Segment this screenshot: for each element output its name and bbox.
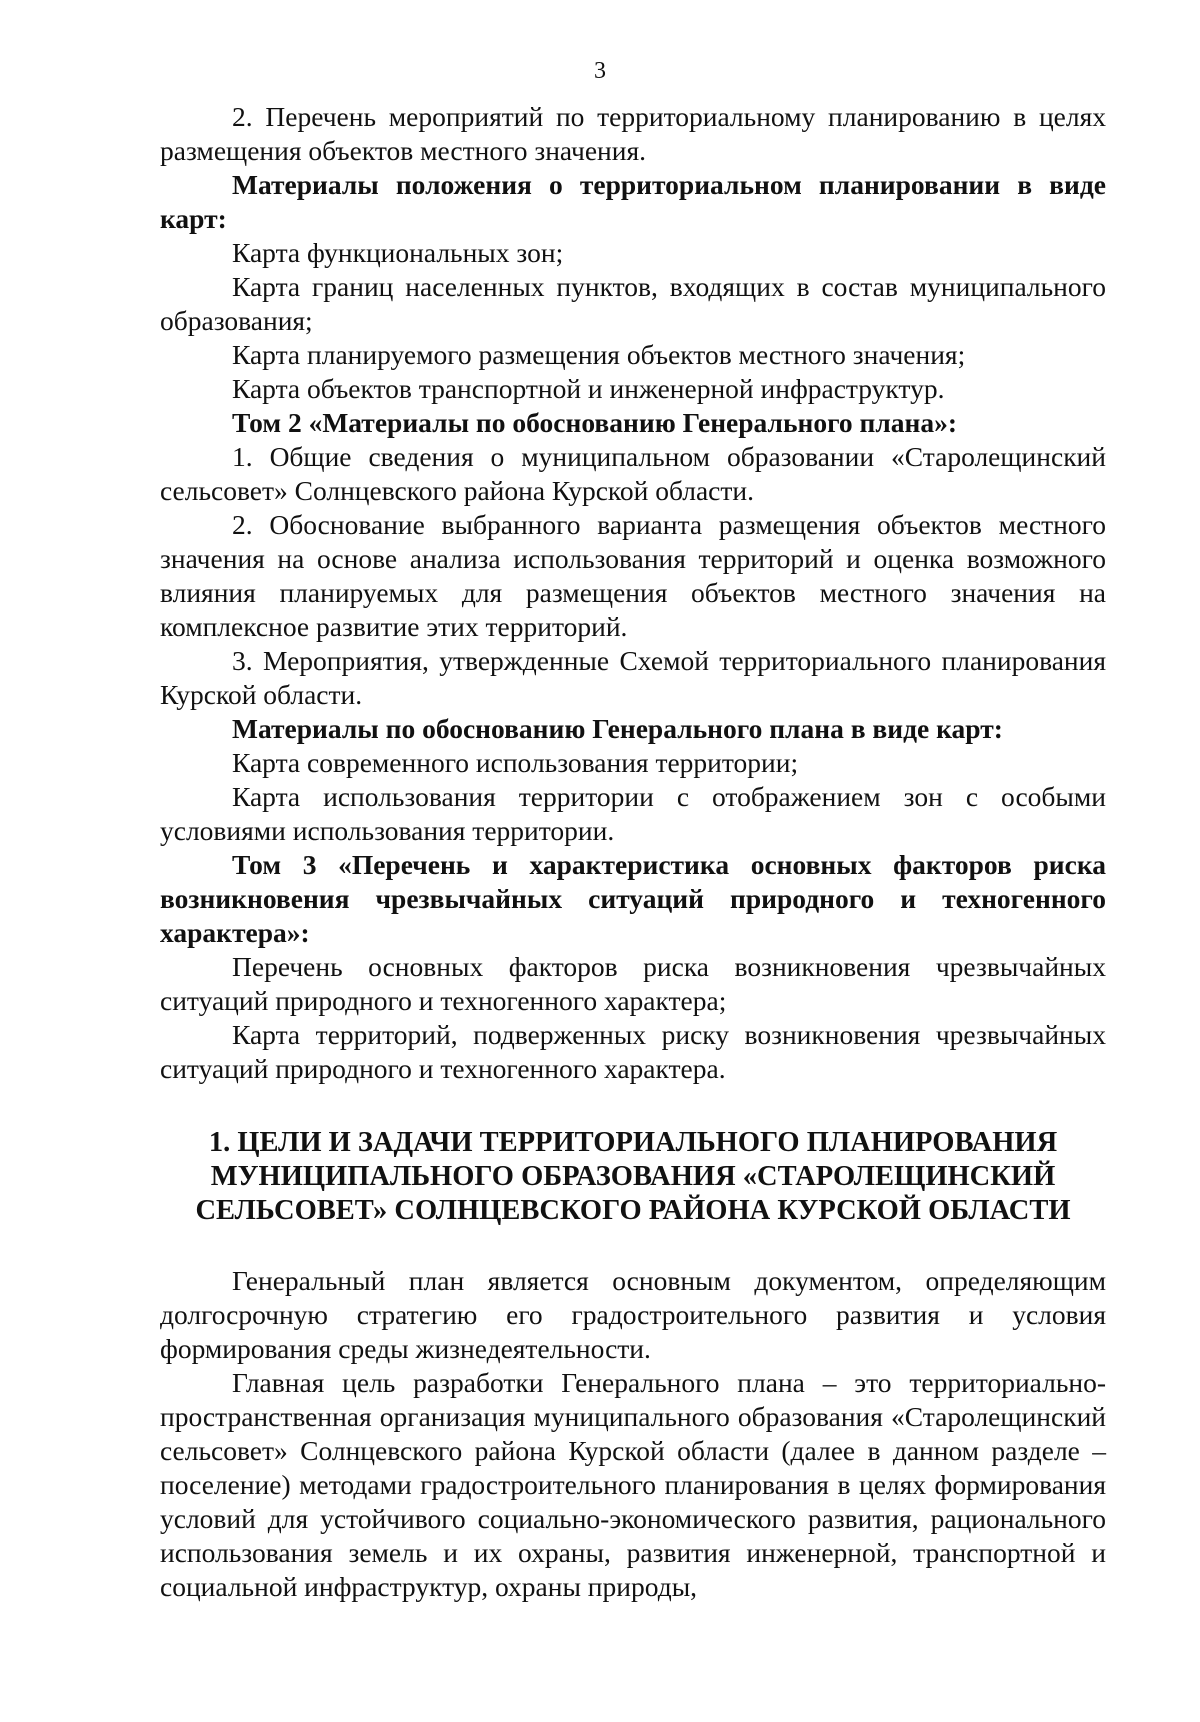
- volume-title: Том 3 «Перечень и характеристика основных факторов риска возникновения чрезвычайных ситуаций природного и техногенного характера»:: [160, 849, 1106, 948]
- list-item: Карта планируемого размещения объектов местного значения;: [232, 339, 966, 370]
- list-item: Карта границ населенных пунктов, входящих в состав муниципального образования;: [160, 271, 1106, 336]
- list-item: Карта объектов транспортной и инженерной инфраструктур.: [232, 373, 945, 404]
- list-item: 1. Общие сведения о муниципальном образовании «Старолещинский сельсовет» Солнцевского района Курской области.: [160, 441, 1106, 506]
- list-item: 2. Обоснование выбранного варианта размещения объектов местного значения на основе анализа использования территорий и оценка возможного влияния планируемых для размещения объектов местного значения на комплексное развитие этих территорий.: [160, 509, 1106, 642]
- volume-title: Том 2 «Материалы по обоснованию Генерального плана»:: [232, 407, 958, 438]
- list-item: 2. Перечень мероприятий по территориальному планированию в целях размещения объектов местного значения.: [160, 101, 1106, 166]
- subsection-title: Материалы по обоснованию Генерального плана в виде карт:: [232, 713, 1003, 744]
- list-item: Перечень основных факторов риска возникновения чрезвычайных ситуаций природного и техногенного характера;: [160, 951, 1106, 1016]
- list-item: Карта территорий, подверженных риску возникновения чрезвычайных ситуаций природного и техногенного характера.: [160, 1019, 1106, 1084]
- list-item: Карта функциональных зон;: [232, 237, 564, 268]
- list-item: Карта современного использования территории;: [232, 747, 799, 778]
- subsection-title: Материалы положения о территориальном планировании в виде карт:: [160, 169, 1106, 234]
- page-number: 3: [594, 58, 606, 84]
- list-item: Карта использования территории с отображением зон с особыми условиями использования территории.: [160, 781, 1106, 846]
- list-item: 3. Мероприятия, утвержденные Схемой территориального планирования Курской области.: [160, 645, 1106, 710]
- document-body: [160, 100, 1106, 1604]
- body-paragraph: Главная цель разработки Генерального плана – это территориально-пространственная организация муниципального образования «Старолещинский сельсовет» Солнцевского района Курской области (далее в данном разделе – поселение) методами градостроительного планирования в целях формирования условий для устойчивого социально-экономического развития, рационального использования земель и их охраны, развития инженерной, транспортной и социальной инфраструктур, охраны природы,: [160, 1367, 1106, 1602]
- body-paragraph: Генеральный план является основным документом, определяющим долгосрочную стратегию его градостроительного развития и условия формирования среды жизнедеятельности.: [160, 1265, 1106, 1364]
- section-heading: 1. ЦЕЛИ И ЗАДАЧИ ТЕРРИТОРИАЛЬНОГО ПЛАНИРОВАНИЯ МУНИЦИПАЛЬНОГО ОБРАЗОВАНИЯ «СТАРОЛЕЩИНСКИЙ СЕЛЬСОВЕТ» СОЛНЦЕВСКОГО РАЙОНА КУРСКОЙ ОБЛАСТИ: [195, 1127, 1071, 1226]
